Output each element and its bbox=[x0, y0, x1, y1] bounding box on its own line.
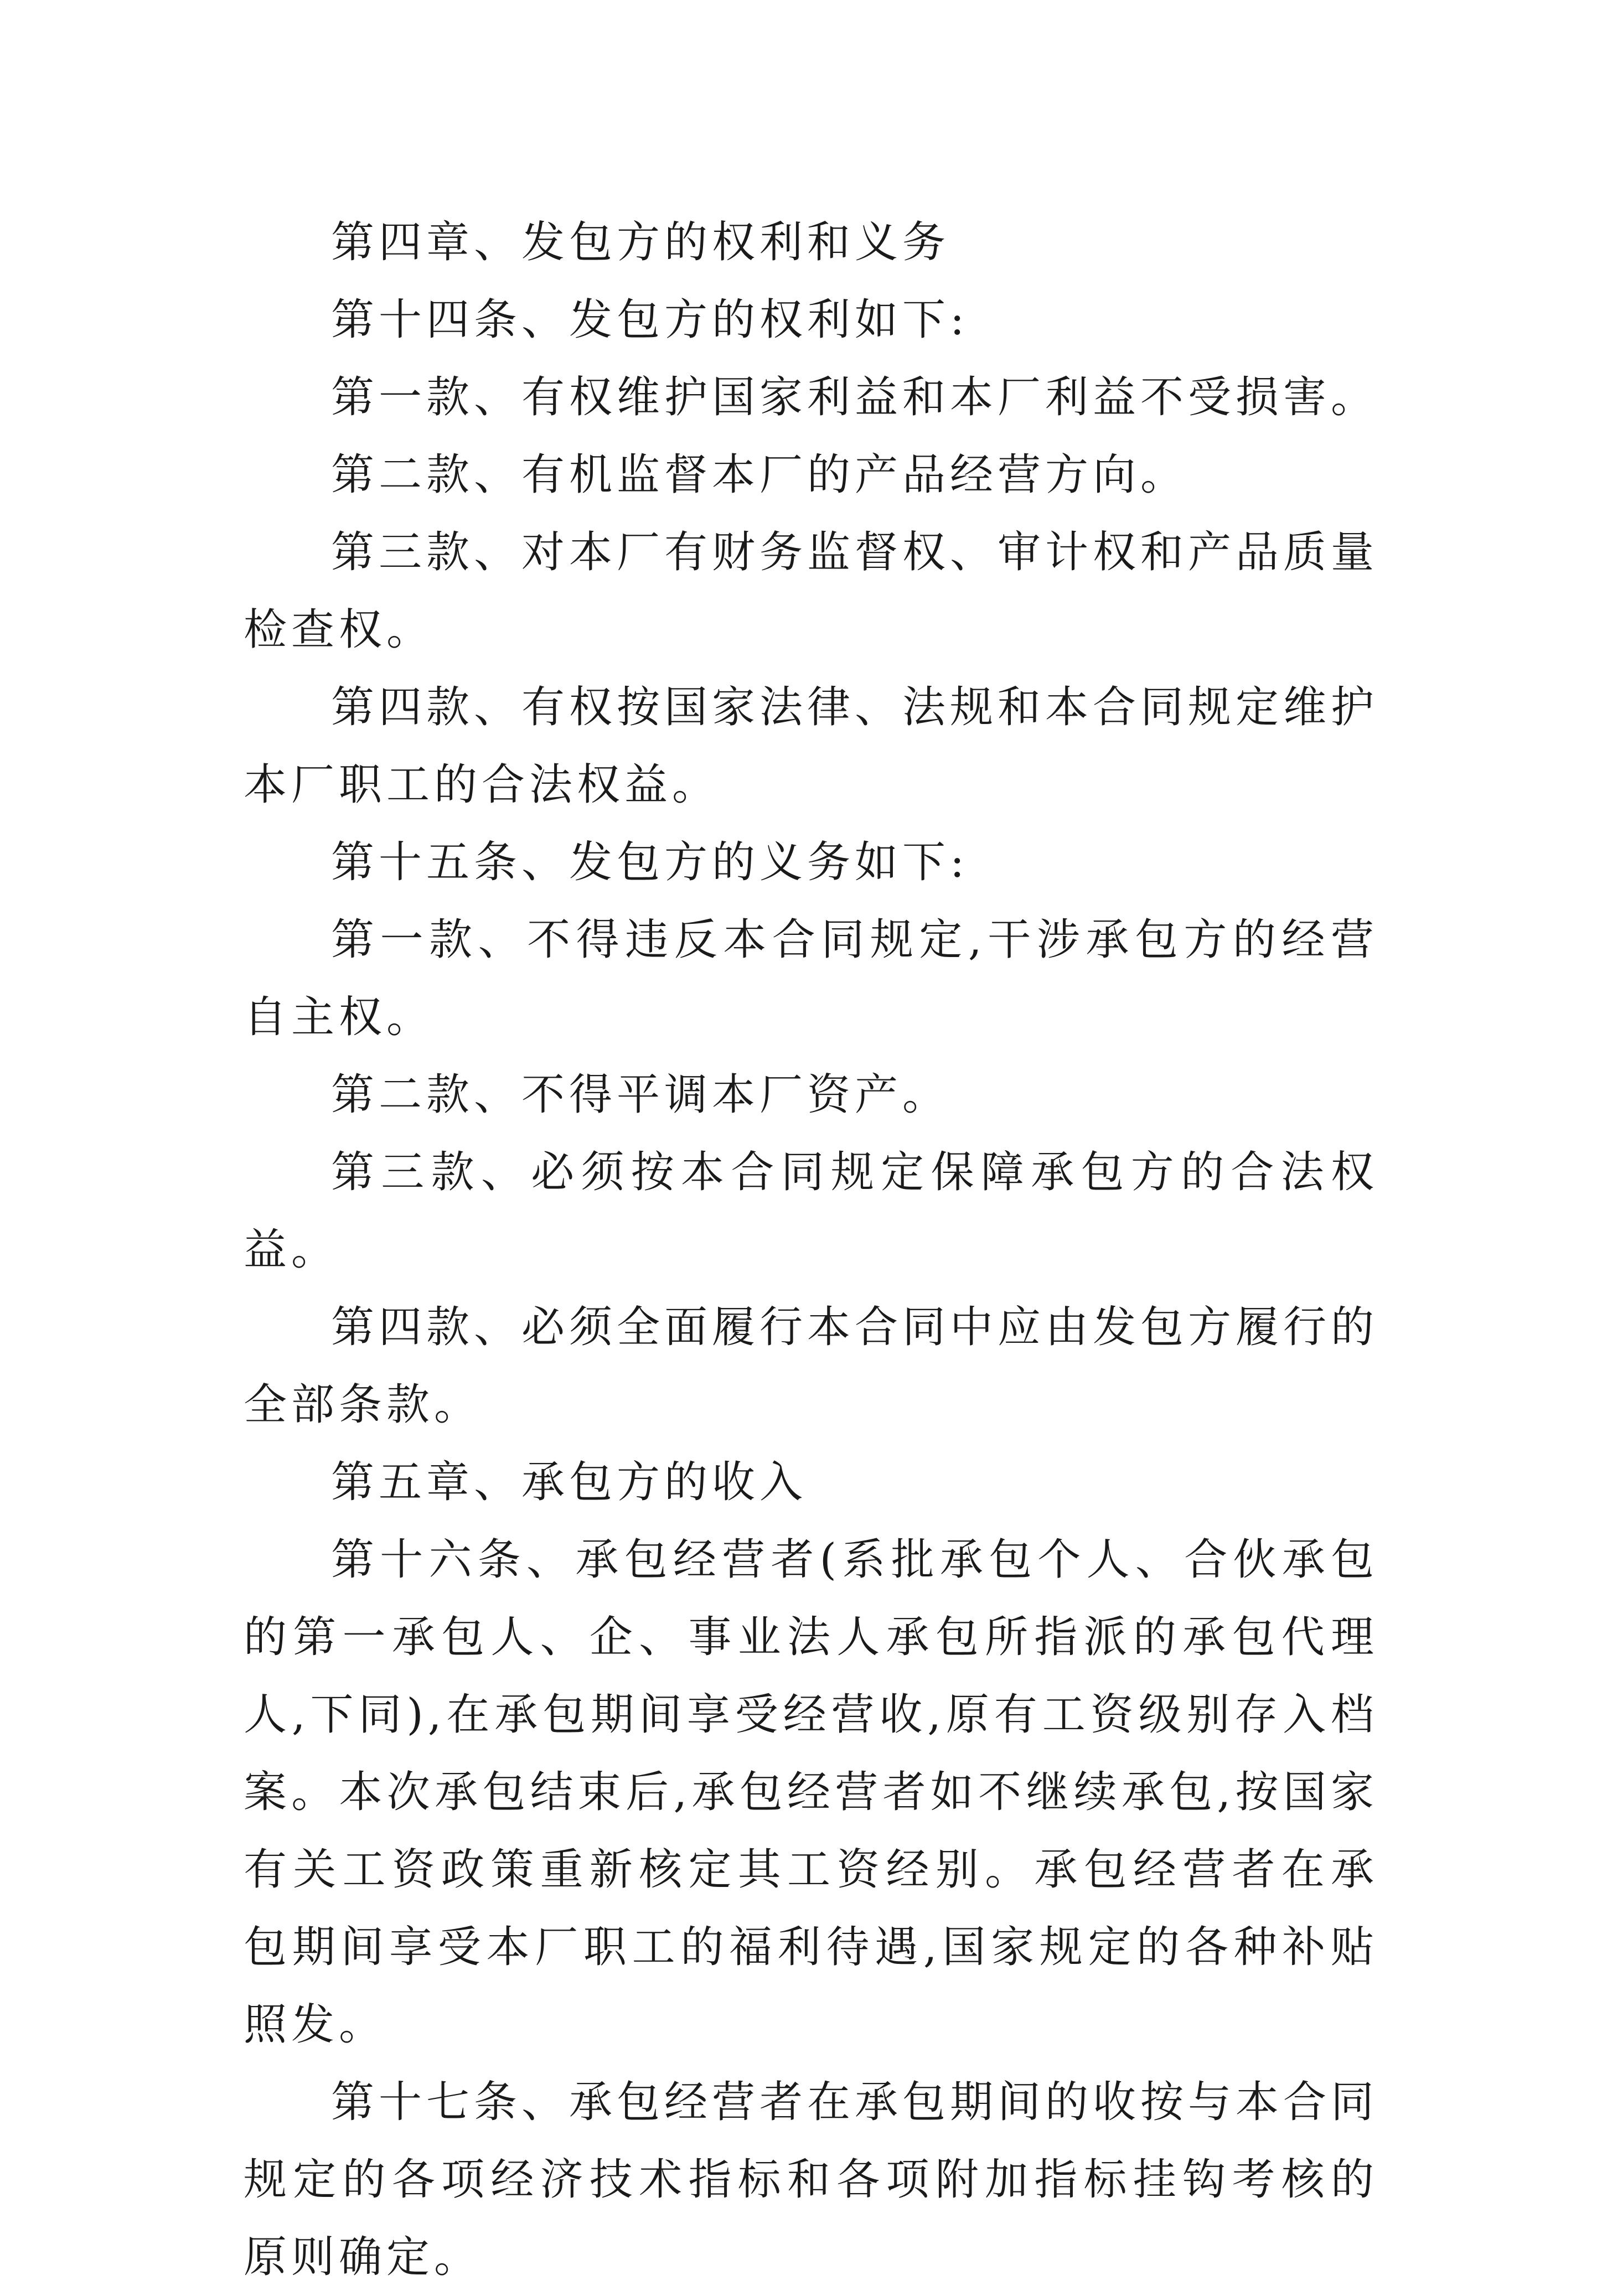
article-15-clause-4: 第四款、必须全面履行本合同中应由发包方履行的全部条款。 bbox=[244, 1302, 1379, 1430]
article-15-clause-3: 第三款、必须按本合同规定保障承包方的合法权益。 bbox=[244, 1147, 1378, 1275]
article-14-clause-1: 第一款、有权维护国家利益和本厂利益不受损害。 bbox=[331, 373, 1379, 422]
article-14-clause-4: 第四款、有权按国家法律、法规和本合同规定维护本厂职工的合法权益。 bbox=[244, 682, 1379, 810]
article-14-clause-2: 第二款、有机监督本厂的产品经营方向。 bbox=[331, 450, 1188, 500]
article-15-heading: 第十五条、发包方的义务如下: bbox=[331, 837, 969, 887]
article-15-clause-1: 第一款、不得违反本合同规定,干涉承包方的经营自主权。 bbox=[244, 915, 1378, 1042]
article-16: 第十六条、承包经营者(系批承包个人、合伙承包的第一承包人、企、事业法人承包所指派的承包代理人,下同),在承包期间享受经营收,原有工资级别存入档案。本次承包结束后,承包经营者如不继续承包,按国家有关工资政策重新核定其工资经别。承包经营者在承包期间享受本厂职工的福利待遇,国家规定的各种补贴照发。 bbox=[244, 1535, 1378, 2050]
article-15-clause-2: 第二款、不得平调本厂资产。 bbox=[331, 1070, 950, 1120]
article-17: 第十七条、承包经营者在承包期间的收按与本合同规定的各项经济技术指标和各项附加指标挂钩考核的原则确定。 bbox=[244, 2077, 1379, 2282]
document-body bbox=[244, 204, 1378, 2296]
chapter-heading-5: 第五章、承包方的收入 bbox=[331, 1457, 808, 1507]
article-14-heading: 第十四条、发包方的权利如下: bbox=[331, 295, 969, 345]
article-14-clause-3: 第三款、对本厂有财务监督权、审计权和产品质量检查权。 bbox=[244, 528, 1379, 655]
chapter-heading-4: 第四章、发包方的权利和义务 bbox=[331, 218, 950, 267]
